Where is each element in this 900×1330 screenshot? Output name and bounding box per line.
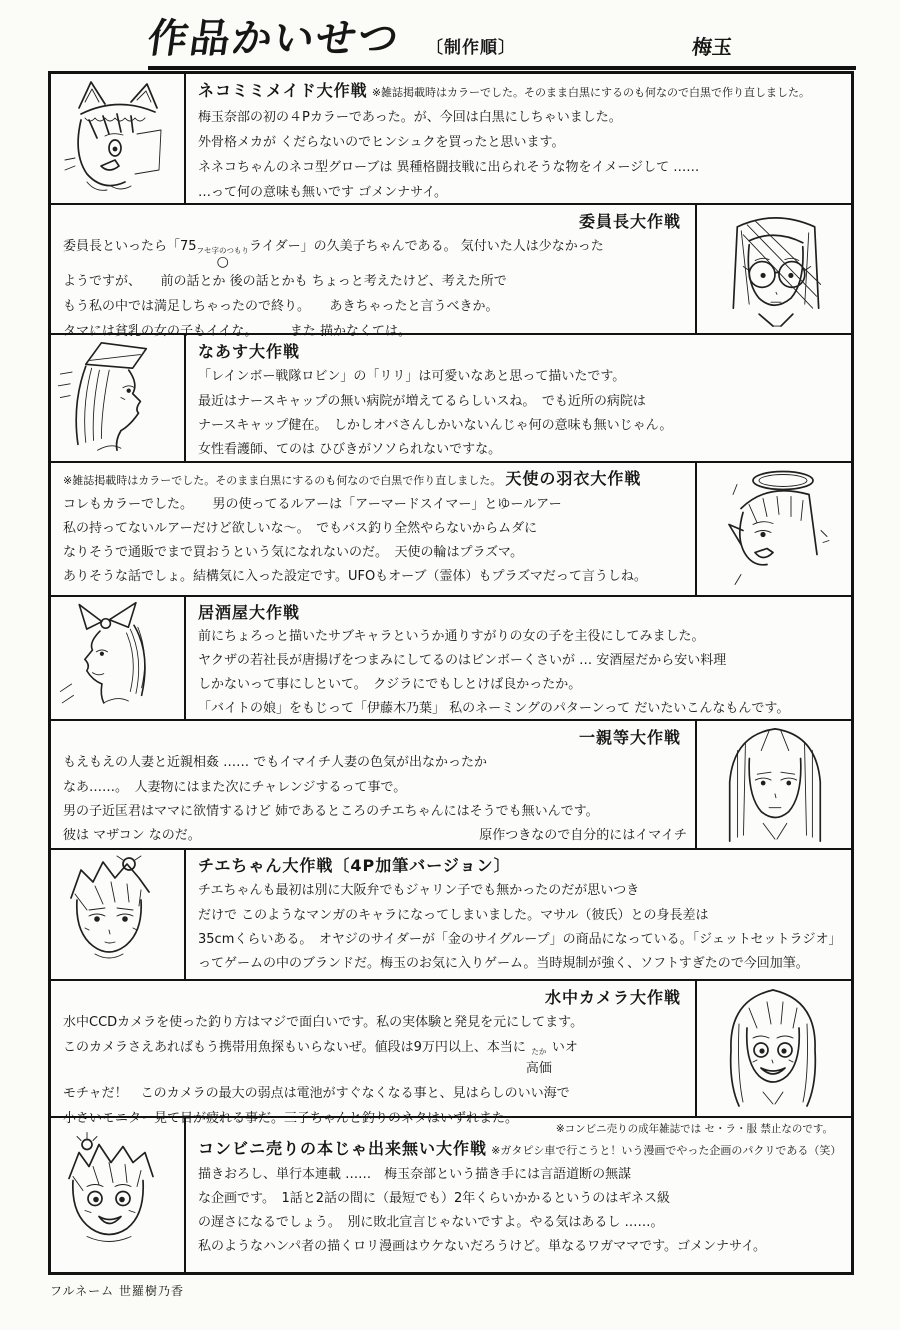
section-note: ※雑誌掲載時はカラーでした。そのまま白黒にするのも何なので白黒で作り直しました。 bbox=[63, 474, 502, 487]
body-line: コレもカラーでした。 男の使ってるルアーは「アーマードスイマー」とゆールアー bbox=[63, 497, 562, 512]
body-line: なあ……。 人妻物にはまた次にチャレンジするって事で。 bbox=[63, 780, 407, 795]
body-line: 外骨格メカが くだらないのでヒンシュクを買ったと思います。 bbox=[198, 135, 565, 150]
body-line: 35cmくらいある。 オヤジのサイダーが「金のサイグループ」の商品になっている。「ジェットセットラジオ」 bbox=[198, 932, 842, 947]
section-title: 委員長大作戦 bbox=[578, 212, 681, 231]
body-line: な企画です。 1話と2話の間に（最短でも）2年くらいかかるというのはギネス級 bbox=[198, 1191, 671, 1206]
furigana-note: たか bbox=[531, 1047, 547, 1056]
section-text bbox=[51, 463, 695, 595]
section-text bbox=[51, 981, 695, 1126]
body-line: 女性看護師、てのは ひびきがソソられないですな。 bbox=[198, 442, 502, 457]
section-neko-mimi-maid bbox=[51, 74, 851, 203]
long-hair-woman-icon bbox=[697, 721, 851, 848]
portrait-long-hair-woman-sketch bbox=[695, 721, 851, 848]
portrait-short-hair-girl-sketch bbox=[51, 850, 186, 979]
portrait-ponytail-girl-sketch bbox=[51, 597, 186, 719]
body-line: チエちゃんも最初は別に大阪弁でもジャリン子でも無かったのだが思いつき bbox=[198, 883, 640, 898]
page-header bbox=[144, 8, 856, 70]
body-line: モチャだ！ このカメラの最大の弱点は電池がすぐなくなる事と、見はらしのいい海で bbox=[63, 1086, 570, 1101]
body-line: 描きおろし、単行本連載 …… 梅玉奈部という描き手には言語道断の無謀 bbox=[198, 1167, 632, 1182]
section-izakaya bbox=[51, 595, 851, 719]
body-line: ヤクザの若社長が唐揚げをつまみにしてるのはビンボーくさいが … 安酒屋だから安い料理 bbox=[198, 653, 727, 668]
body-line: の遅さになるでしょう。 別に敗北宣言じゃないですよ。やる気はあるし ……。 bbox=[198, 1215, 664, 1230]
portrait-nurse-sketch bbox=[51, 335, 186, 461]
glasses-girl-icon bbox=[697, 205, 851, 333]
short-hair-girl-icon bbox=[51, 850, 184, 979]
ponytail-girl-icon bbox=[51, 597, 184, 719]
ruby-takai: たか 高価 bbox=[525, 1047, 552, 1076]
body-line: 最近はナースキャップの無い病院が増えてるらしいスね。 でも近所の病院は bbox=[198, 394, 646, 409]
commentary-sheet bbox=[48, 71, 854, 1275]
section-text bbox=[186, 1118, 851, 1272]
section-title-row bbox=[198, 78, 843, 105]
body-line: 「バイトの娘」をもじって「伊藤木乃葉」 私のネーミングのパターンって だいたいこんなもんです。 bbox=[198, 701, 790, 716]
portrait-angel-girl-sketch bbox=[695, 463, 851, 595]
section-iinchou bbox=[51, 203, 851, 339]
section-title: 水中カメラ大作戦 bbox=[544, 988, 681, 1007]
section-text bbox=[186, 597, 851, 719]
page-title: 作品かいせつ bbox=[144, 16, 404, 62]
section-title: 居酒屋大作戦 bbox=[198, 603, 301, 622]
section-text bbox=[186, 850, 851, 979]
spiky-hair-girl-icon bbox=[51, 1118, 184, 1272]
section-title: ネコミミメイド大作戦 bbox=[198, 81, 368, 100]
portrait-smiling-girl-sketch bbox=[695, 981, 851, 1116]
section-suichuu-camera bbox=[51, 979, 851, 1126]
body-line: 前にちょろっと描いたサブキャラというか通りすがりの女の子を主役にしてみました。 bbox=[198, 629, 705, 644]
body-line: しかないって事にしといて。 クジラにでもしとけば良かったか。 bbox=[198, 677, 582, 692]
body-line: なりそうで通販でまで買おうという気になれないのだ。 天使の輪はプラズマ。 bbox=[63, 545, 524, 560]
portrait-spiky-hair-girl-sketch bbox=[51, 1118, 186, 1272]
body-line: ってゲームの中のブランドだ。梅玉のお気に入りゲーム。当時規制が強く、ソフトすぎたので今回加筆。 bbox=[198, 956, 809, 971]
cat-ear-maid-icon bbox=[51, 74, 184, 203]
portrait-glasses-girl-sketch bbox=[695, 205, 851, 333]
nurse-girl-icon bbox=[51, 335, 184, 461]
section-tenshi-no-hagoromo bbox=[51, 461, 851, 595]
section-title: 一親等大作戦 bbox=[578, 728, 681, 747]
section-title: チエちゃん大作戦〔4P加筆バージョン〕 bbox=[198, 856, 511, 875]
page-subtitle: 〔制作順〕 bbox=[426, 38, 516, 58]
body-line: 「レインボー戦隊ロビン」の「リリ」は可愛いなあと思って描いたです。 bbox=[198, 369, 626, 384]
body-line: 私の持ってないルアーだけど欲しいな〜。 でもバス釣り全然やらないからムダに bbox=[63, 521, 538, 536]
body-line: ようですが、 前の話とか 後の話とかも ちょっと考えたけど、考えた所で bbox=[63, 274, 507, 289]
section-naasu bbox=[51, 333, 851, 461]
portrait-cat-ear-maid-sketch bbox=[51, 74, 186, 203]
section-text bbox=[186, 335, 851, 461]
section-text bbox=[51, 205, 695, 339]
section-title: なあす大作戦 bbox=[198, 342, 301, 361]
body-line: タマには貧乳の女の子もイイな。 また 描かなくては。 bbox=[63, 324, 411, 339]
section-chie-chan bbox=[51, 848, 851, 979]
censored-circle: フセ字のつもり ○ bbox=[196, 246, 249, 270]
author-name: 梅玉 bbox=[690, 35, 734, 59]
section-text bbox=[51, 721, 695, 848]
body-line: ナースキャップ健在。 しかしオバさんしかいないんじゃ何の意味も無いじゃん。 bbox=[198, 418, 673, 433]
section-title: コンビニ売りの本じゃ出来無い大作戦 bbox=[198, 1139, 488, 1158]
section-title-note: ※ガタピシ車で行こうと！いう漫画でやった企画のパクリである（笑） bbox=[491, 1144, 842, 1157]
body-line: このカメラさえあればもう携帯用魚探もいらないぜ。値段は9万円以上、本当に たか 高価 いオ bbox=[63, 1035, 687, 1081]
section-title-row bbox=[63, 467, 687, 493]
angel-girl-icon bbox=[697, 463, 851, 595]
body-line: …って何の意味も無いです ゴメンナサイ。 bbox=[198, 185, 448, 200]
body-line: 小さいモニター見て目が疲れる事だ。三子ちゃんと釣りのネタはいずれまた。 bbox=[63, 1111, 519, 1126]
section-text bbox=[186, 74, 851, 203]
section-title-note: ※雑誌掲載時はカラーでした。そのまま白黒にするのも何なので白黒で作り直しました。 bbox=[371, 86, 811, 99]
body-line: もえもえの人妻と近親相姦 …… でもイマイチ人妻の色気が出なかったか bbox=[63, 755, 488, 770]
body-line: 梅玉奈部の初の４Pカラーであった。が、今回は白黒にしちゃいました。 bbox=[198, 110, 622, 125]
serafuku-ban-note: ※コンビニ売りの成年雑誌では セ・ラ・服 禁止なのです。 bbox=[555, 1123, 833, 1135]
section-isshintou bbox=[51, 719, 851, 848]
smiling-girl-icon bbox=[697, 981, 851, 1116]
fullname-caption: フルネーム 世羅樹乃香 bbox=[50, 1284, 184, 1298]
section-title: 天使の羽衣大作戦 bbox=[505, 469, 642, 488]
section-title-row bbox=[198, 1137, 843, 1163]
body-line: 彼は マザコン なのだ。 原作つきなので自分的にはイマイチ bbox=[63, 828, 687, 843]
body-line: だけで このようなマンガのキャラになってしまいました。マサル（彼氏）との身長差は bbox=[198, 908, 709, 923]
body-line: ありそうな話でしょ。結構気に入った設定です。UFOもオーブ（霊体）もプラズマだって言うしね。 bbox=[63, 569, 647, 584]
body-line: 水中CCDカメラを使った釣り方はマジで面白いです。私の実体験と発見を元にしてます。 bbox=[63, 1015, 584, 1030]
body-line: 私のようなハンパ者の描くロリ漫画はウケないだろうけど。単なるワガママです。ゴメンナサイ。 bbox=[198, 1239, 766, 1254]
body-line: ネネコちゃんのネコ型グローブは 異種格闘技戦に出られそうな物をイメージして …… bbox=[198, 160, 700, 175]
body-line: 男の子近匡君はママに欲情するけど 姉であるところのチエちゃんにはそうでも無いんです。 bbox=[63, 804, 599, 819]
furigana-note: フセ字のつもり bbox=[196, 246, 249, 255]
body-line: もう私の中では満足しちゃったので終り。 あきちゃったと言うべきか。 bbox=[63, 299, 499, 314]
body-line: 委員長といったら「75 フセ字のつもり ○ ライダー」の久美子ちゃんである。 気付いた人は少なかった bbox=[63, 239, 604, 270]
section-conveni-uri bbox=[51, 1116, 851, 1272]
